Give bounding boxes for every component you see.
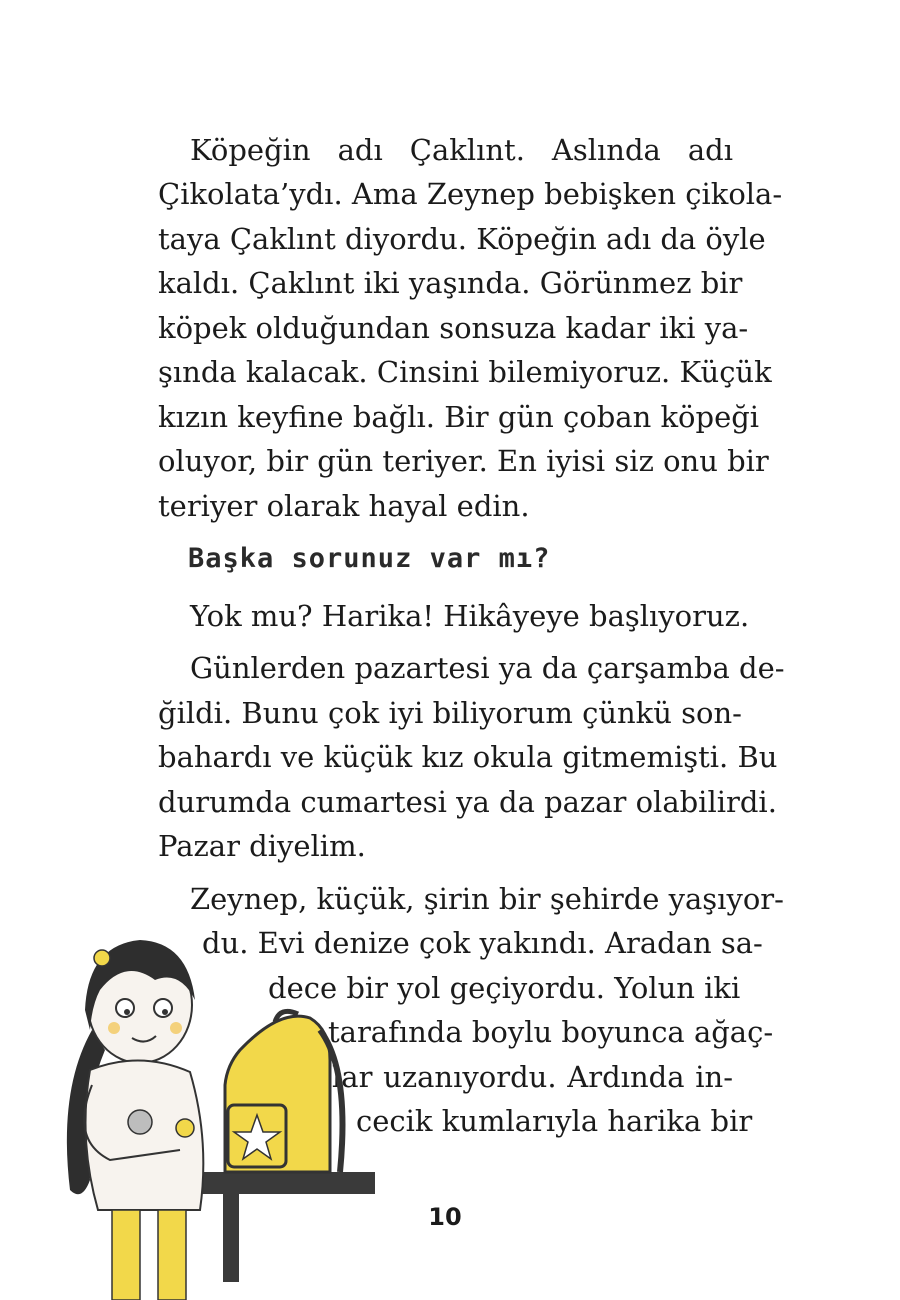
- bench-graphic: [185, 1172, 375, 1282]
- paragraph-1-line: köpek olduğundan sonsuza kadar iki ya-: [158, 311, 749, 345]
- paragraph-3-line: durumda cumartesi ya da pazar olabilirdi.: [158, 785, 777, 819]
- paragraph-4-line: du. Evi denize çok yakındı. Aradan sa-: [202, 926, 763, 960]
- paragraph-4-line: Zeynep, küçük, şirin bir şehirde yaşıyor-: [190, 882, 784, 916]
- paragraph-1-line: kaldı. Çaklınt iki yaşında. Görünmez bir: [158, 266, 743, 300]
- paragraph-4-line: tarafında boylu boyunca ağaç-: [328, 1015, 774, 1049]
- paragraph-1-line: taya Çaklınt diyordu. Köpeğin adı da öyle: [158, 222, 766, 256]
- paragraph-3-line: bahardı ve küçük kız okula gitmemişti. Bu: [158, 740, 778, 774]
- paragraph-4-line: lar uzanıyordu. Ardında in-: [332, 1060, 733, 1094]
- backpack-graphic: [225, 1011, 343, 1172]
- paragraph-2-line: Yok mu? Harika! Hikâyeye başlıyoruz.: [190, 599, 750, 633]
- paragraph-3-line: Günlerden pazartesi ya da çarşamba de-: [190, 651, 785, 685]
- girl-backpack-illustration: [30, 910, 390, 1300]
- paragraph-1-line: Köpeğin adı Çaklınt. Aslında adı: [190, 133, 733, 167]
- paragraph-4-line: cecik kumlarıyla harika bir: [356, 1104, 753, 1138]
- paragraph-1-line: kızın keyfine bağlı. Bir gün çoban köpeği: [158, 400, 760, 434]
- paragraph-3-line: Pazar diyelim.: [158, 829, 366, 863]
- section-heading: Başka sorunuz var mı?: [188, 543, 551, 574]
- paragraph-1-line: Çikolata’ydı. Ama Zeynep bebişken çikola-: [158, 177, 783, 211]
- paragraph-1-line: oluyor, bir gün teriyer. En iyisi siz onu bir: [158, 444, 769, 478]
- page-number: 10: [428, 1203, 462, 1231]
- paragraph-1-line: teriyer olarak hayal edin.: [158, 489, 530, 523]
- paragraph-1-line: şında kalacak. Cinsini bilemiyoruz. Küçük: [158, 355, 772, 389]
- girl-graphic: [67, 940, 203, 1300]
- paragraph-3-line: ğildi. Bunu çok iyi biliyorum çünkü son-: [158, 696, 742, 730]
- paragraph-4-line: dece bir yol geçiyordu. Yolun iki: [268, 971, 741, 1005]
